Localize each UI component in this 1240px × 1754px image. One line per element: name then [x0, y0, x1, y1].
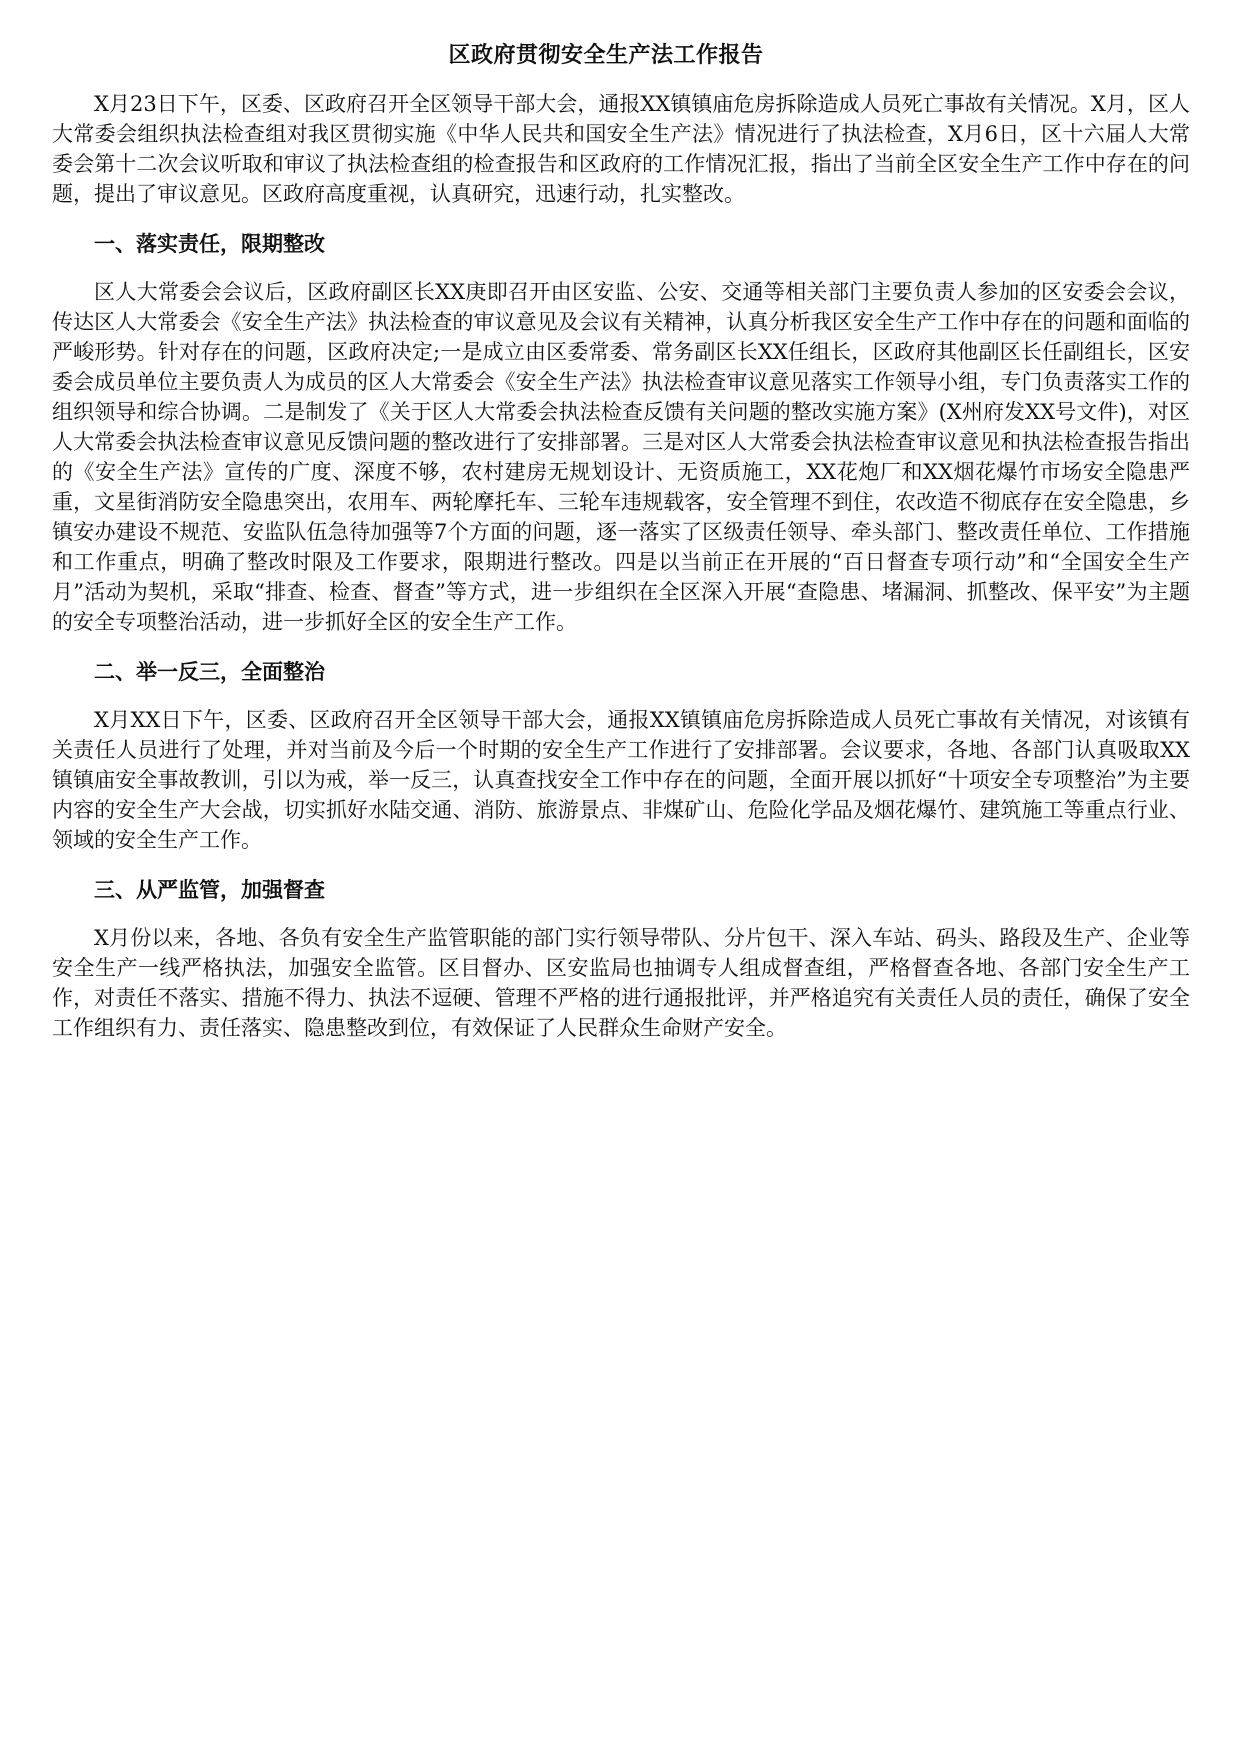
section-body-3: X月份以来，各地、各负有安全生产监管职能的部门实行领导带队、分片包干、深入车站、码头、路段及生产、企业等安全生产一线严格执法，加强安全监管。区目督办、区安监局也抽调专人组成督查组，严格督查各地、各部门安全生产工作，对责任不落实、措施不得力、执法不逗硬、管理不严格的进行通报批评，并严格追究有关责任人员的责任，确保了安全工作组织有力、责任落实、隐患整改到位，有效保证了人民群众生命财产安全。	[52, 926, 1190, 1040]
section-body-2: X月XX日下午，区委、区政府召开全区领导干部大会，通报XX镇镇庙危房拆除造成人员死亡事故有关情况，对该镇有关责任人员进行了处理，并对当前及今后一个时期的安全生产工作进行了安排部署。会议要求，各地、各部门认真吸取XX镇镇庙安全事故教训，引以为戒，举一反三，认真查找安全工作中存在的问题，全面开展以抓好“十项安全专项整治”为主要内容的安全生产大会战，切实抓好水陆交通、消防、旅游景点、非煤矿山、危险化学品及烟花爆竹、建筑施工等重点行业、领域的安全生产工作。	[52, 708, 1190, 852]
section-body-1: 区人大常委会会议后，区政府副区长XX庚即召开由区安监、公安、交通等相关部门主要负责人参加的区安委会会议，传达区人大常委会《安全生产法》执法检查的审议意见及会议有关精神，认真分析我区安全生产工作中存在的问题和面临的严峻形势。针对存在的问题，区政府决定;一是成立由区委常委、常务副区长XX任组长，区政府其他副区长任副组长，区安委会成员单位主要负责人为成员的区人大常委会《安全生产法》执法检查审议意见落实工作领导小组，专门负责落实工作的组织领导和综合协调。二是制发了《关于区人大常委会执法检查反馈有关问题的整改实施方案》(X州府发XX号文件)，对区人大常委会执法检查审议意见反馈问题的整改进行了安排部署。三是对区人大常委会执法检查审议意见和执法检查报告指出的《安全生产法》宣传的广度、深度不够，农村建房无规划设计、无资质施工，XX花炮厂和XX烟花爆竹市场安全隐患严重，文星街消防安全隐患突出，农用车、两轮摩托车、三轮车违规载客，安全管理不到住，农改造不彻底存在安全隐患，乡镇安办建设不规范、安监队伍急待加强等7个方面的问题，逐一落实了区级责任领导、牵头部门、整改责任单位、工作措施和工作重点，明确了整改时限及工作要求，限期进行整改。四是以当前正在开展的“百日督查专项行动”和“全国安全生产月”活动为契机，采取“排查、检查、督查”等方式，进一步组织在全区深入开展“查隐患、堵漏洞、抓整改、保平安”为主题的安全专项整治活动，进一步抓好全区的安全生产工作。	[52, 280, 1190, 634]
section-heading-1: 一、落实责任，限期整改	[94, 231, 325, 256]
document-title: 区政府贯彻安全生产法工作报告	[448, 42, 764, 68]
section-heading-2: 二、举一反三，全面整治	[94, 659, 325, 684]
section-heading-3: 三、从严监管，加强督查	[94, 877, 325, 902]
intro-paragraph: X月23日下午，区委、区政府召开全区领导干部大会，通报XX镇镇庙危房拆除造成人员死亡事故有关情况。X月，区人大常委会组织执法检查组对我区贯彻实施《中华人民共和国安全生产法》情况进行了执法检查，X月6日，区十六届人大常委会第十二次会议听取和审议了执法检查组的检查报告和区政府的工作情况汇报，指出了当前全区安全生产工作中存在的问题，提出了审议意见。区政府高度重视，认真研究，迅速行动，扎实整改。	[52, 92, 1190, 206]
